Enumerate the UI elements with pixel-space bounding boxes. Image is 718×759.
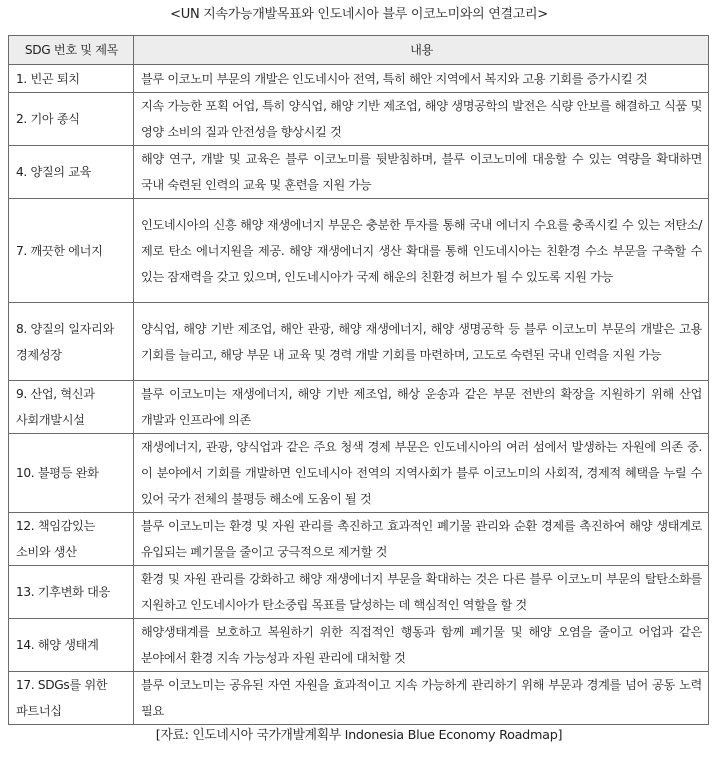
sdg-goal: 9. 산업, 혁신과 사회개발시설 [9,381,134,434]
sdg-content: 블루 이코노미는 재생에너지, 해양 기반 제조업, 해상 운송과 같은 부문 전반의 확장을 지원하기 위해 산업 개발과 인프라에 의존 [134,381,709,434]
sdg-content: 양식업, 해양 기반 제조업, 해안 관광, 해양 재생에너지, 해양 생명공학 등 블루 이코노미 부문의 개발은 고용 기회를 늘리고, 해당 부문 내 교육 및 경력 개발 기회를 마련하며, 고도로 숙련된 국내 인력을 지원 가능 [134,303,709,381]
table-row [9,434,709,513]
sdg-content: 해양생태계를 보호하고 복원하기 위한 직접적인 행동과 함께 폐기물 및 해양 오염을 줄이고 어업과 같은 분야에서 환경 지속 가능성과 자원 관리에 대처할 것 [134,619,709,672]
sdg-content: 해양 연구, 개발 및 교육은 블루 이코노미를 뒷받침하며, 블루 이코노미에 대응할 수 있는 역량을 확대하면 국내 숙련된 인력의 교육 및 훈련을 지원 가능 [134,146,709,199]
table-row [9,513,709,566]
sdg-content: 블루 이코노미는 공유된 자연 자원을 효과적이고 지속 가능하게 관리하기 위해 부문과 경계를 넘어 공동 노력 필요 [134,672,709,725]
table-row [9,199,709,303]
table-row [9,619,709,672]
source-caption: [자료: 인도네시아 국가개발계획부 Indonesia Blue Economy Roadmap] [155,728,563,743]
sdg-goal: 8. 양질의 일자리와 경제성장 [9,303,134,381]
sdg-goal: 7. 깨끗한 에너지 [9,199,134,303]
sdg-table [8,35,709,725]
table-header-row [9,36,709,65]
sdg-content: 지속 가능한 포획 어업, 특히 양식업, 해양 기반 제조업, 해양 생명공학의 발전은 식량 안보를 해결하고 식품 및 영양 소비의 질과 안전성을 향상시킬 것 [134,93,709,146]
table-row [9,93,709,146]
document-title: <UN 지속가능개발목표와 인도네시아 블루 이코노미와의 연결고리> [170,7,548,22]
sdg-goal: 1. 빈곤 퇴치 [9,65,134,93]
sdg-content: 환경 및 자원 관리를 강화하고 해양 재생에너지 부문을 확대하는 것은 다른 블루 이코노미 부문의 탈탄소화를 지원하고 인도네시아가 탄소중립 목표를 달성하는 데 핵심적인 역할을 할 것 [134,566,709,619]
table-row [9,566,709,619]
sdg-content: 인도네시아의 신흥 해양 재생에너지 부문은 충분한 투자를 통해 국내 에너지 수요를 충족시킬 수 있는 저탄소/제로 탄소 에너지원을 제공. 해양 재생에너지 생산 확대를 통해 인도네시아는 친환경 수소 부문을 구축할 수 있는 잠재력을 갖고 있으며, 인도네시아가 국제 해운의 친환경 허브가 될 수 있도록 지원 가능 [134,199,709,303]
header-sdg: SDG 번호 및 제목 [9,36,134,65]
sdg-goal: 14. 해양 생태계 [9,619,134,672]
sdg-goal: 2. 기아 종식 [9,93,134,146]
sdg-goal: 12. 책임감있는 소비와 생산 [9,513,134,566]
table-row [9,303,709,381]
header-content: 내용 [134,36,709,65]
sdg-goal: 4. 양질의 교육 [9,146,134,199]
sdg-goal: 17. SDGs를 위한 파트너십 [9,672,134,725]
sdg-content: 재생에너지, 관광, 양식업과 같은 주요 청색 경제 부문은 인도네시아의 여러 섬에서 발생하는 자원에 의존 중. 이 분야에서 기회를 개발하면 인도네시아 전역의 지역사회가 블루 이코노미의 사회적, 경제적 혜택을 누릴 수 있어 국가 전체의 불평등 해소에 도움이 될 것 [134,434,709,513]
table-row [9,381,709,434]
sdg-goal: 13. 기후변화 대응 [9,566,134,619]
table-row [9,65,709,93]
sdg-content: 블루 이코노미 부문의 개발은 인도네시아 전역, 특히 해안 지역에서 복지와 고용 기회를 증가시킬 것 [134,65,709,93]
table-row [9,672,709,725]
sdg-content: 블루 이코노미는 환경 및 자원 관리를 촉진하고 효과적인 폐기물 관리와 순환 경제를 촉진하여 해양 생태계로 유입되는 폐기물을 줄이고 궁극적으로 제거할 것 [134,513,709,566]
table-row [9,146,709,199]
sdg-goal: 10. 불평등 완화 [9,434,134,513]
